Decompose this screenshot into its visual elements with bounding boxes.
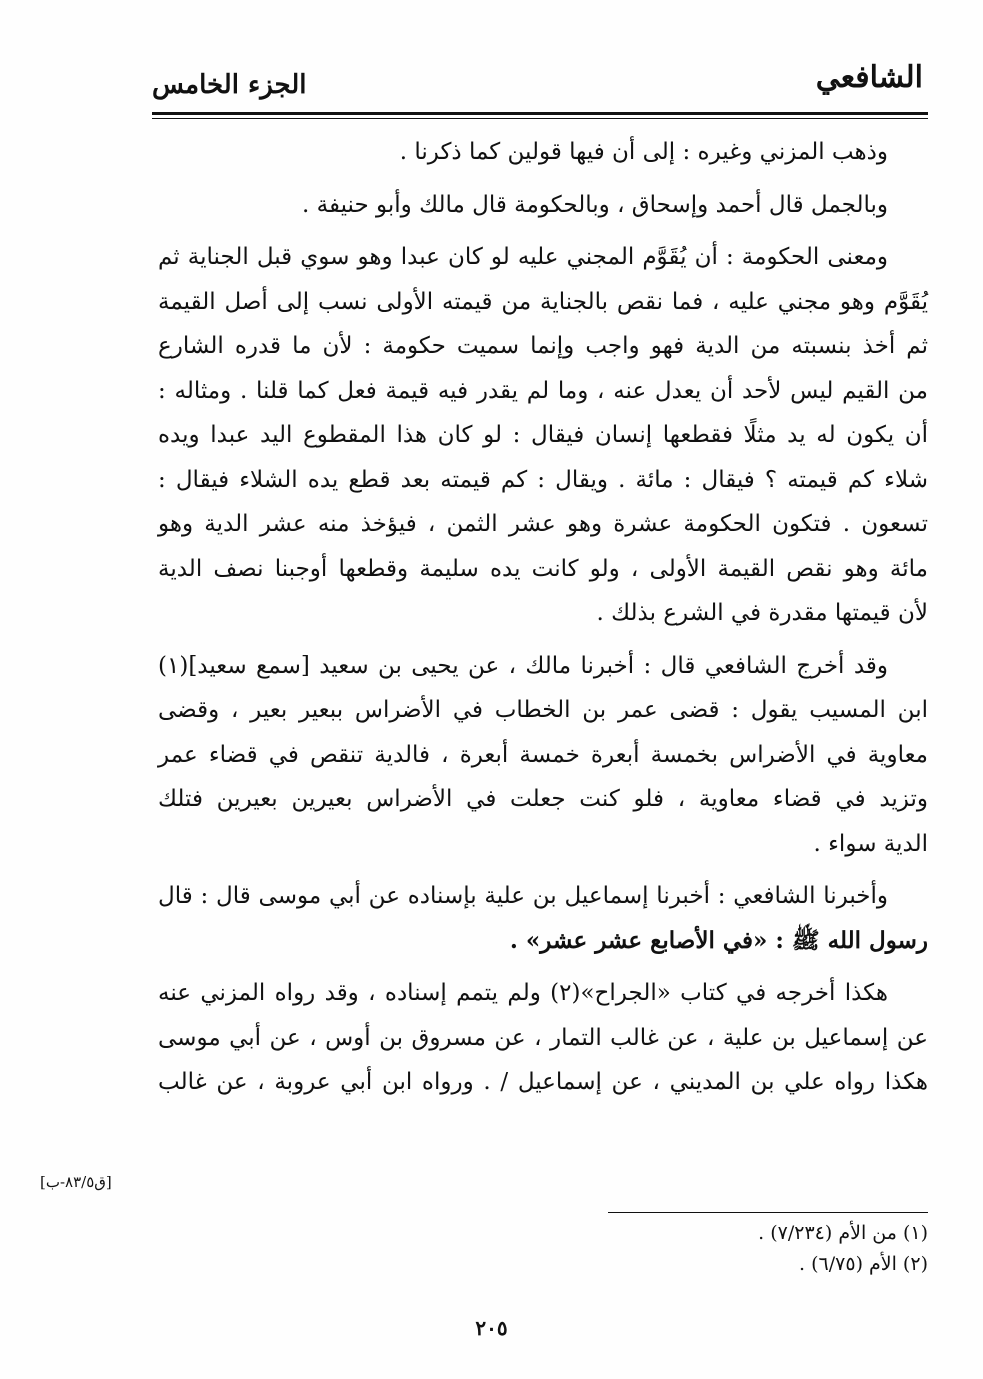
footnote: (١) من الأم (٧/٢٣٤) . bbox=[758, 1222, 928, 1244]
body-text bbox=[158, 130, 928, 1105]
volume-label: الجزء الخامس bbox=[152, 70, 307, 100]
text-line: يُقَوَّم وهو مجني عليه ، فما نقص بالجناية من قيمته الأولى نسب إلى أصل القيمة bbox=[158, 288, 928, 315]
footnote: (٢) الأم (٦/٧٥) . bbox=[799, 1253, 928, 1275]
paragraph bbox=[158, 874, 928, 963]
text-line: وبالجمل قال أحمد وإسحاق ، وبالحكومة قال مالك وأبو حنيفة . bbox=[302, 191, 888, 218]
text-line: تسعون . فتكون الحكومة عشرة وهو عشر الثمن ، فيؤخذ منه عشر الدية وهو bbox=[158, 511, 928, 537]
footnotes bbox=[758, 1218, 928, 1280]
text-line: وأخبرنا الشافعي : أخبرنا إسماعيل بن علية بإسناده عن أبي موسى قال : قال bbox=[158, 883, 888, 909]
footnote-rule bbox=[608, 1212, 928, 1213]
text-line: مائة وهو نقص القيمة الأولى ، ولو كانت يده سليمة وقطعها أوجبنا نصف الدية bbox=[158, 555, 928, 582]
page-number: ٢٠٥ bbox=[475, 1316, 508, 1340]
text-line: عن إسماعيل بن علية ، عن غالب التمار ، عن مسروق بن أوس ، عن أبي موسى bbox=[158, 1024, 928, 1051]
text-line: وتزيد في قضاء معاوية ، فلو كنت جعلت في الأضراس بعيرين بعيرين فتلك bbox=[158, 786, 928, 812]
manuscript-folio-note: [ق٨٣/٥-ب] bbox=[40, 1173, 112, 1191]
paragraph bbox=[158, 644, 928, 867]
text-line: وذهب المزني وغيره : إلى أن فيها قولين كما ذكرنا . bbox=[399, 139, 888, 165]
header-rule-thin bbox=[152, 118, 928, 119]
text-line: شلاء كم قيمته ؟ فيقال : مائة . ويقال : كم قيمته بعد قطع يده الشلاء فيقال : bbox=[158, 466, 928, 493]
paragraph bbox=[158, 235, 928, 636]
text-line: أن يكون له يد مثلًا فقطعها إنسان فيقال : لو كان هذا المقطوع اليد عبدا ويده bbox=[158, 422, 928, 448]
paragraph bbox=[158, 183, 928, 228]
text-line: هكذا أخرجه في كتاب «الجراح»(٢) ولم يتمم إسناده ، وقد رواه المزني عنه bbox=[158, 980, 889, 1006]
text-line: لأن قيمتها مقدرة في الشرع بذلك . bbox=[596, 600, 928, 626]
text-line: معاوية في الأضراس بخمسة أبعرة خمسة أبعرة ، فالدية تنقص في قضاء عمر bbox=[158, 741, 928, 768]
text-line: الدية سواء . bbox=[813, 830, 928, 857]
text-line: من القيم ليس لأحد أن يعدل عنه ، وما لم يقدر فيه قيمة فعل كما قلنا . ومثاله : bbox=[158, 377, 928, 404]
paragraph bbox=[158, 971, 928, 1105]
book-title: الشافعي bbox=[815, 60, 923, 95]
paragraph bbox=[158, 130, 928, 175]
text-line: ابن المسيب يقول : قضى عمر بن الخطاب في الأضراس ببعير بعير ، وقضى bbox=[158, 697, 928, 723]
header-rule bbox=[152, 112, 928, 115]
text-line: وقد أخرج الشافعي قال : أخبرنا مالك ، عن يحيى بن سعيد [سمع سعيد](١) bbox=[158, 652, 888, 679]
hadith-line: رسول الله ﷺ : «في الأصابع عشر عشر» . bbox=[509, 926, 928, 954]
text-line: هكذا رواه علي بن المديني ، عن إسماعيل / . ورواه ابن أبي عروبة ، عن غالب bbox=[158, 1069, 928, 1095]
text-line: ثم أخذ بنسبته من الدية فهو واجب وإنما سميت حكومة : لأن ما قدره الشارع bbox=[158, 333, 928, 359]
text-line: ومعنى الحكومة : أن يُقَوَّم المجني عليه لو كان عبدا وهو سوي قبل الجناية ثم bbox=[158, 244, 888, 270]
